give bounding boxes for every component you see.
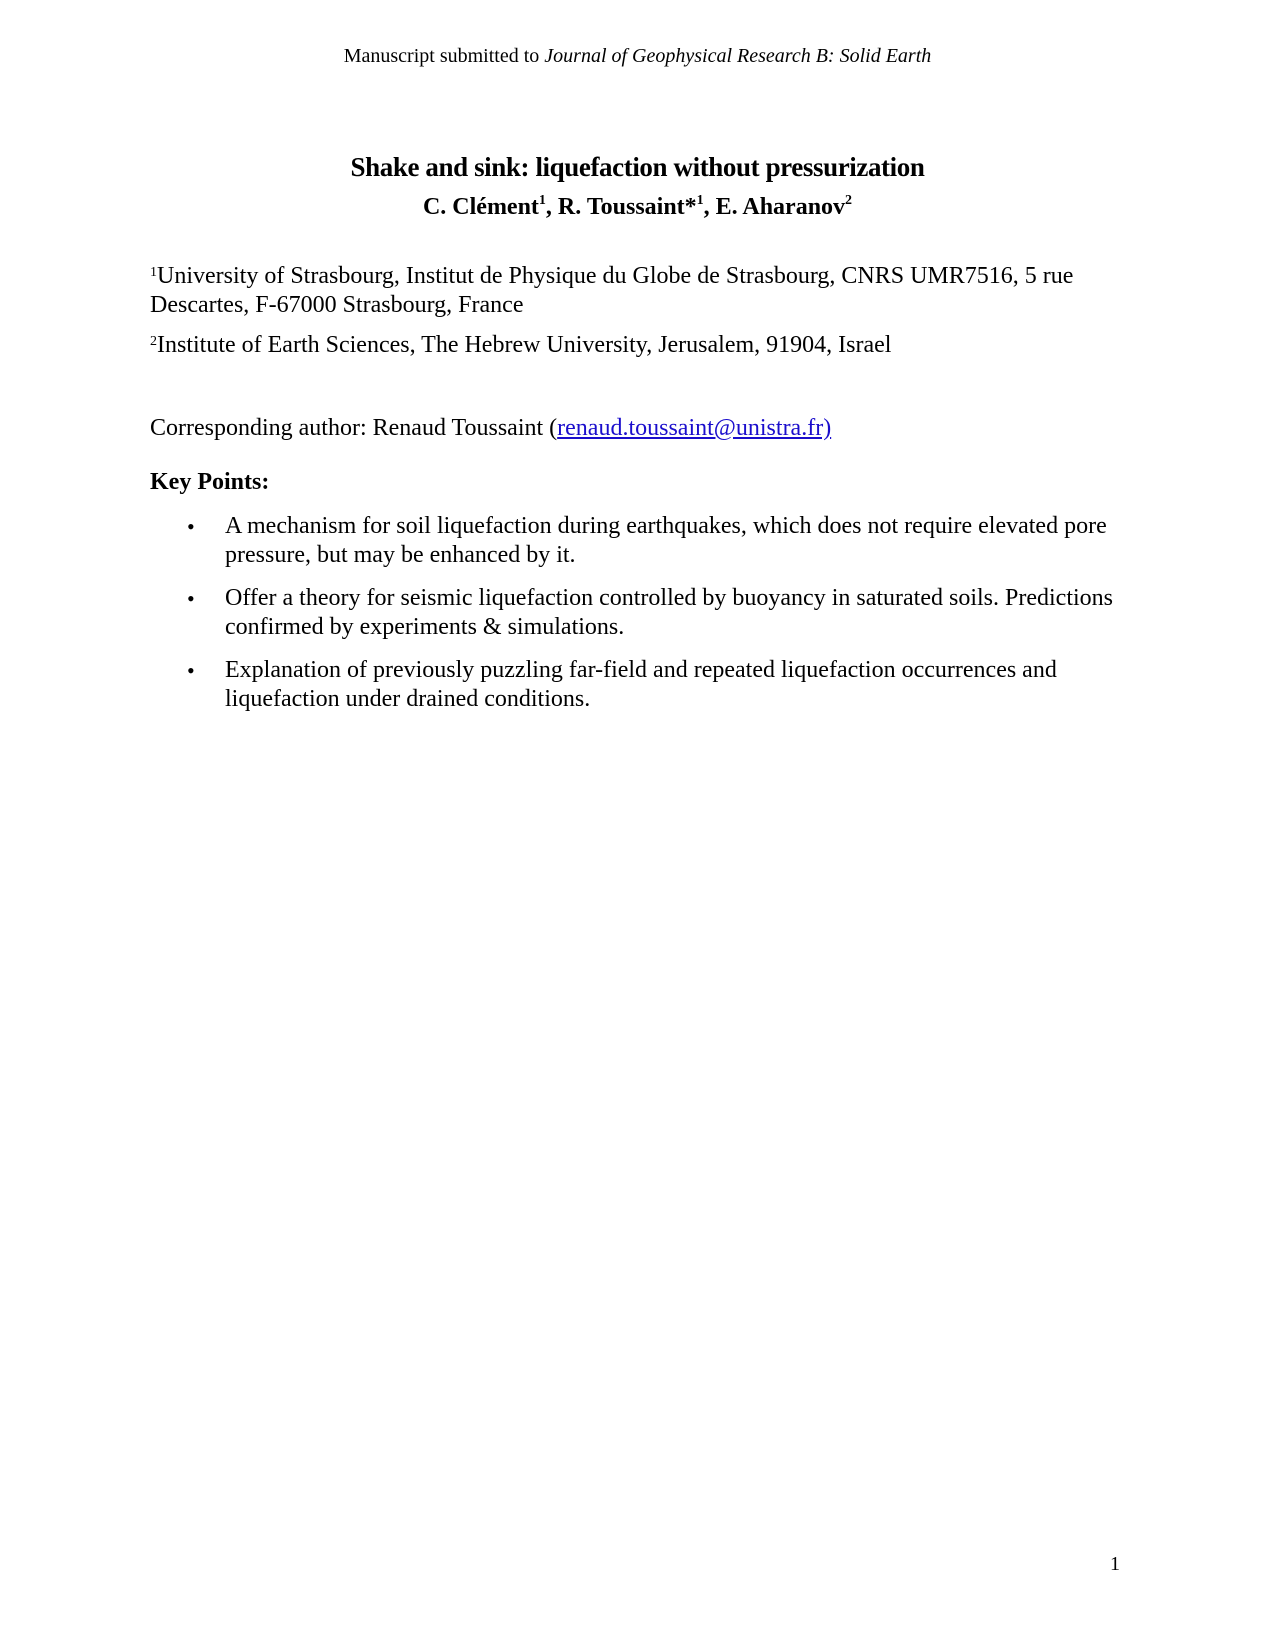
author-separator: ,	[545, 194, 558, 220]
key-point-item	[150, 512, 1130, 570]
key-point-item	[150, 584, 1130, 642]
corresponding-email-link[interactable]: renaud.toussaint@unistra.fr)	[557, 415, 832, 441]
affiliation-marker: 1	[150, 265, 157, 280]
key-point-text: Explanation of previously puzzling far-field and repeated liquefaction occurrences and liquefaction under drained conditions.	[225, 657, 1057, 712]
affiliation-text: University of Strasbourg, Institut de Physique du Globe de Strasbourg, CNRS UMR7516, 5 rue Descartes, F-67000 Strasbourg, France	[150, 263, 1074, 318]
author-affiliation-marker: 1	[696, 193, 704, 208]
key-points-list	[150, 512, 1130, 728]
running-header	[0, 44, 1275, 68]
author-name: E. Aharanov	[715, 194, 846, 220]
key-point-text: Offer a theory for seismic liquefaction controlled by buoyancy in saturated soils. Predictions confirmed by experiments & simulations.	[225, 585, 1113, 640]
author-list	[0, 192, 1275, 222]
author-affiliation-marker: 2	[845, 193, 853, 208]
key-point-text: A mechanism for soil liquefaction during earthquakes, which does not require elevated pore pressure, but may be enhanced by it.	[225, 513, 1107, 568]
corresponding-author	[150, 414, 1130, 443]
bullet-icon: •	[187, 586, 195, 611]
bullet-icon: •	[187, 658, 195, 683]
paper-title: Shake and sink: liquefaction without pressurization	[350, 152, 925, 182]
author-name: C. Clément	[422, 194, 539, 220]
key-points-heading: Key Points:	[150, 469, 270, 495]
author-name: R. Toussaint*	[557, 194, 697, 220]
affiliation-1	[150, 262, 1130, 320]
key-point-item	[150, 656, 1130, 714]
affiliation-marker: 2	[150, 334, 157, 349]
bullet-icon: •	[187, 514, 195, 539]
author-affiliation-marker: 1	[538, 193, 546, 208]
corresponding-author-label: Corresponding author: Renaud Toussaint (	[150, 415, 558, 441]
affiliation-text: Institute of Earth Sciences, The Hebrew University, Jerusalem, 91904, Israel	[157, 332, 892, 358]
author-separator: ,	[703, 194, 716, 220]
journal-name: Journal of Geophysical Research B: Solid Earth	[544, 45, 932, 67]
page-number: 1	[1110, 1553, 1120, 1575]
header-prefix: Manuscript submitted to	[343, 45, 545, 67]
affiliation-2	[150, 331, 1130, 360]
